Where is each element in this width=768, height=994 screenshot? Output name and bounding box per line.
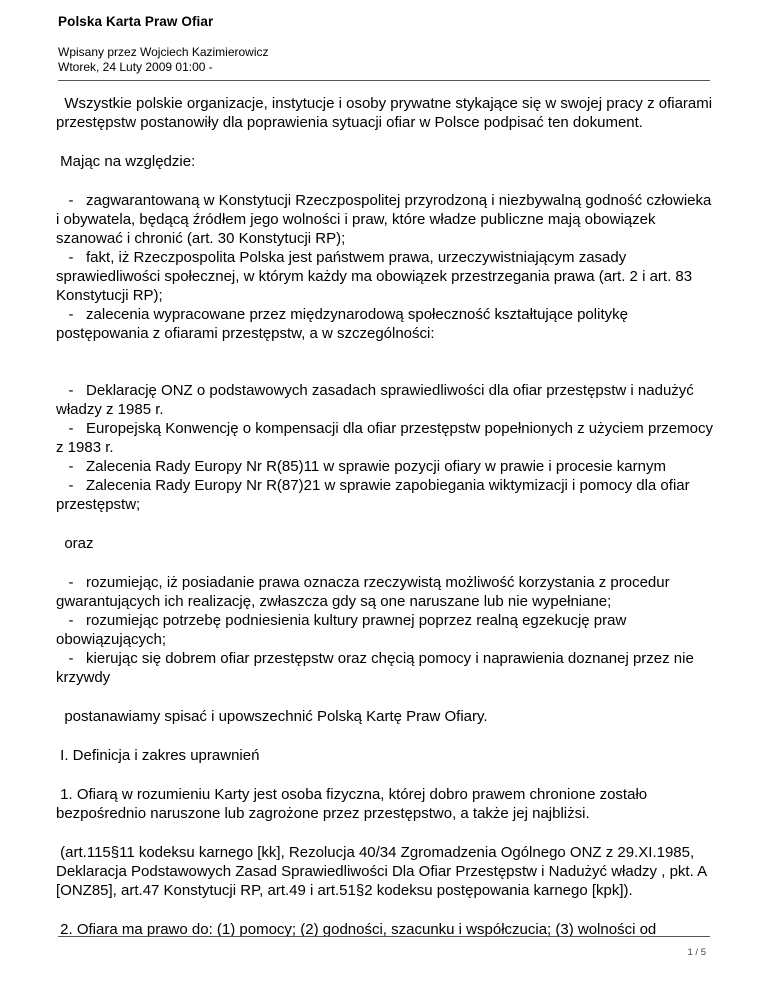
article-title: Polska Karta Praw Ofiar (58, 14, 214, 29)
resolutions-list (56, 573, 716, 687)
header-divider (58, 80, 710, 81)
documents-list (56, 381, 716, 514)
list-item: - rozumiejąc potrzebę podniesienia kultury prawnej poprzez realną egzekucję praw obowiązujących; (56, 612, 631, 648)
list-item: - Europejską Konwencję o kompensacji dla ofiar przestępstw popełnionych z użyciem przemocy z 1983 r. (56, 420, 718, 456)
footer-divider (58, 936, 710, 937)
list-item: - Zalecenia Rady Europy Nr R(87)21 w sprawie zapobiegania wiktymizacji i pomocy dla ofiar przestępstw; (56, 477, 694, 513)
point-2: 2. Ofiara ma prawo do: (1) pomocy; (2) godności, szacunku i współczucia; (3) wolności od (56, 921, 657, 938)
date-line: Wtorek, 24 Luty 2009 01:00 - (58, 60, 213, 74)
list-item: - zagwarantowaną w Konstytucji Rzeczpospolitej przyrodzoną i niezbywalną godność człowieka i obywatela, będącą źródłem jego wolności i praw, które władze publiczne mają obowiązek szanować i chronić (art. 30 Konstytucji RP); (56, 192, 716, 247)
article-body (56, 94, 716, 939)
list-item: - fakt, iż Rzeczpospolita Polska jest państwem prawa, urzeczywistniającym zasady sprawiedliwości społecznej, w którym każdy ma obowiązek przestrzegania prawa (art. 2 i art. 83 Konstytucji RP); (56, 249, 697, 304)
point-1: 1. Ofiarą w rozumieniu Karty jest osoba fizyczna, której dobro prawem chronione zostało bezpośrednio naruszone lub zagrożone przez przestępstwo, a także jej najbliżsi. (56, 786, 652, 822)
intro-paragraph: Wszystkie polskie organizacje, instytucje i osoby prywatne stykające się w swojej pracy z ofiarami przestępstw postanowiły dla poprawienia sytuacji ofiar w Polsce podpisać ten dokument. (56, 95, 717, 131)
list-item: - kierując się dobrem ofiar przestępstw oraz chęcią pomocy i naprawienia doznanej przez nie krzywdy (56, 650, 698, 686)
page-number: 1 / 5 (687, 947, 706, 958)
list-item: - Deklarację ONZ o podstawowych zasadach sprawiedliwości dla ofiar przestępstw i nadużyć władzy z 1985 r. (56, 382, 698, 418)
list-item: - rozumiejąc, iż posiadanie prawa oznacza rzeczywistą możliwość korzystania z procedur gwarantujących ich realizację, zwłaszcza gdy są one naruszane lub nie wypełniane; (56, 574, 674, 610)
list-item: - Zalecenia Rady Europy Nr R(85)11 w sprawie pozycji ofiary w prawie i procesie karnym (56, 458, 666, 475)
list-item: - zalecenia wypracowane przez międzynarodową społeczność kształtujące politykę postępowania z ofiarami przestępstw, a w szczególności: (56, 306, 633, 342)
point-1-references: (art.115§11 kodeksu karnego [kk], Rezolucja 40/34 Zgromadzenia Ogólnego ONZ z 29.XI.1985, Deklaracja Podstawowych Zasad Sprawiedliwości Dla Ofiar Przestępstw i Nadużyć władzy , pkt. A [ONZ85], art.47 Konstytucji RP, art.49 i art.51§2 kodeksu postępowania karnego [kpk]). (56, 844, 711, 899)
author-line: Wpisany przez Wojciech Kazimierowicz (58, 45, 269, 59)
and-word: oraz (56, 535, 94, 552)
decision-paragraph: postanawiamy spisać i upowszechnić Polską Kartę Praw Ofiary. (56, 708, 488, 725)
considering-heading: Mając na względzie: (56, 153, 196, 170)
section-heading: I. Definicja i zakres uprawnień (56, 747, 260, 764)
considerations-list (56, 191, 716, 343)
